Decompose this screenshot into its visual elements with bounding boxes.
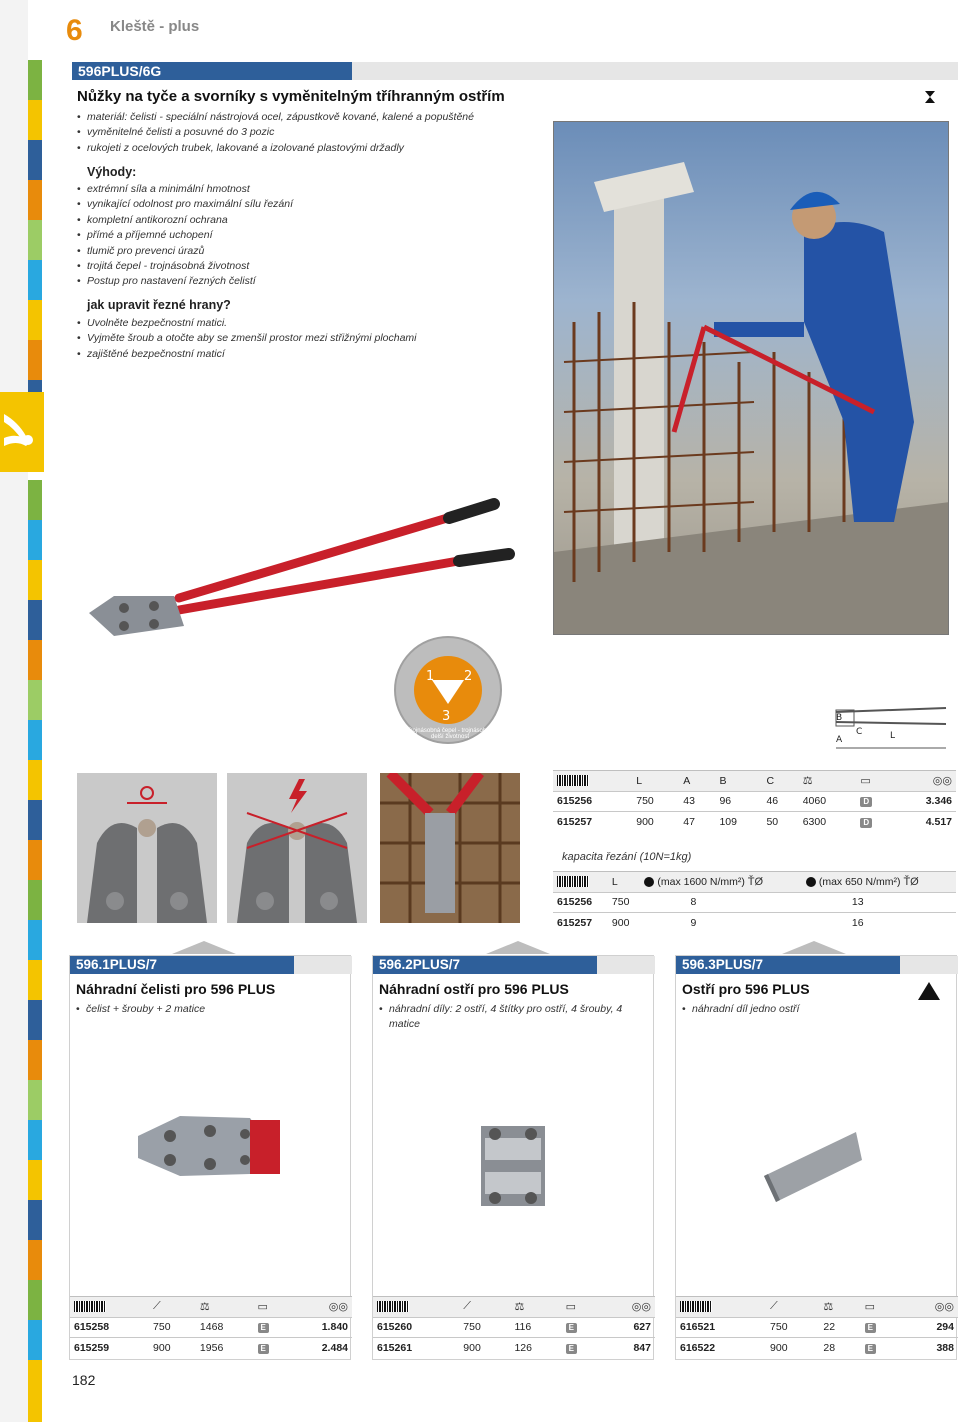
- barcode-icon: [373, 1297, 459, 1318]
- list-item: • přímé a příjemné uchopení: [77, 228, 517, 243]
- card-pointer: [172, 941, 236, 954]
- barcode-icon: [70, 1297, 149, 1318]
- card-table: [676, 1296, 958, 1358]
- worker-cutting-rebar-photo: [553, 121, 949, 635]
- column-header: A: [679, 771, 715, 792]
- price-group-badge: E: [258, 1344, 269, 1354]
- list-item: • čelist + šrouby + 2 matice: [76, 1002, 336, 1017]
- table-row: 615256 750 8 13: [553, 892, 956, 913]
- cutting-diameter-thumbnail: [77, 773, 217, 923]
- product-code: 596PLUS/6G: [72, 62, 352, 80]
- advantages-heading: Výhody:: [87, 165, 137, 179]
- list-item: • Vyjměte šroub a otočte aby se zmenšil prostor mezi střižnými plochami: [77, 331, 537, 346]
- table-row: 615257 900 47 109 50 6300 D 4.517: [553, 812, 956, 833]
- table-header-row: [553, 771, 956, 792]
- capacity-table: [553, 871, 956, 933]
- table-row: 615258 750 1468 E 1.840: [70, 1317, 352, 1338]
- main-spec-table: [553, 770, 956, 832]
- coins-icon: ◎◎: [893, 771, 956, 792]
- howto-list: [77, 316, 537, 362]
- coins-icon: ◎◎: [901, 1297, 958, 1318]
- badge-caption: Trojnásobná čepel - trojnásobně delší životnost: [407, 728, 493, 740]
- bolt-cutter-image: [84, 488, 524, 653]
- barcode-icon: [553, 872, 608, 893]
- diameter-icon: [141, 787, 153, 799]
- price-group-badge: D: [860, 797, 872, 807]
- page-number: 182: [72, 1372, 96, 1388]
- card-title: Ostří pro 596 PLUS: [682, 981, 810, 997]
- list-item: • náhradní díly: 2 ostří, 4 štítky pro ostří, 4 šrouby, 4 matice: [379, 1002, 639, 1033]
- rebar-mesh-thumbnail: [380, 773, 520, 923]
- table-row: 615261 900 126 E 847: [373, 1338, 655, 1359]
- card-table: [373, 1296, 655, 1358]
- table-row: 615259 900 1956 E 2.484: [70, 1338, 352, 1359]
- price-group-badge: E: [865, 1344, 876, 1354]
- table-row: 616521 750 22 E 294: [676, 1317, 958, 1338]
- product-title: Nůžky na tyče a svorníky s vyměnitelným tříhranným ostřím: [77, 88, 505, 105]
- table-row: 616522 900 28 E 388: [676, 1338, 958, 1359]
- coins-icon: ◎◎: [289, 1297, 352, 1318]
- weight-icon: ⚖: [196, 1297, 254, 1318]
- price-group-badge: E: [566, 1344, 577, 1354]
- lightning-icon: [289, 779, 307, 813]
- replacement-jaws-image: [70, 1076, 352, 1276]
- howto-heading: jak upravit řezné hrany?: [87, 298, 231, 312]
- list-item: • kompletní antikorozní ochrana: [77, 213, 517, 228]
- weight-icon: ⚖: [510, 1297, 561, 1318]
- column-header: (max 1600 N/mm²): [657, 875, 745, 888]
- svg-text:B: B: [836, 713, 843, 723]
- product-card-blades: [372, 955, 654, 1360]
- list-item: • extrémní síla a minimální hmotnost: [77, 182, 517, 197]
- new-product-triangle-icon: [918, 982, 940, 1000]
- list-item: • Uvolněte bezpečnostní matici.: [77, 316, 537, 331]
- coins-icon: ◎◎: [600, 1297, 655, 1318]
- list-item: • rukojeti z ocelových trubek, lakované a izolované plastovými držadly: [77, 141, 517, 156]
- package-icon: ▭: [254, 1297, 290, 1318]
- side-margin: [0, 0, 28, 1422]
- product-code-bar: [72, 62, 958, 80]
- list-item: • vynikající odolnost pro maximální sílu řezání: [77, 197, 517, 212]
- chapter-number: 6: [66, 14, 83, 47]
- cutting-capacity-label: kapacita řezání (10N=1kg): [562, 851, 692, 863]
- column-header: L: [632, 771, 679, 792]
- badge-number: 2: [464, 669, 473, 684]
- length-icon: ⟋: [459, 1297, 510, 1318]
- list-item: • Postup pro nastavení řezných čelistí: [77, 274, 517, 289]
- pliers-tab-icon[interactable]: [0, 392, 44, 472]
- blade-rotation-icon: [414, 656, 482, 724]
- list-item: • materiál: čelisti - speciální nástrojová ocel, zápustkově kované, kalené a popuštěné: [77, 110, 517, 125]
- hard-steel-icon: [644, 877, 654, 887]
- list-item: • tlumič pro prevenci úrazů: [77, 244, 517, 259]
- product-card-jaws: [69, 955, 351, 1360]
- price-group-badge: E: [865, 1323, 876, 1333]
- price-group-badge: D: [860, 818, 872, 828]
- package-icon: ▭: [861, 1297, 901, 1318]
- card-bullets: [682, 1002, 942, 1017]
- chapter-title: Kleště - plus: [110, 18, 200, 35]
- column-header: (max 650 N/mm²): [818, 875, 901, 888]
- card-title: Náhradní čelisti pro 596 PLUS: [76, 981, 276, 997]
- svg-text:L: L: [890, 731, 896, 741]
- column-header: L: [608, 872, 641, 893]
- dimension-drawing: [832, 700, 952, 765]
- price-group-badge: E: [258, 1323, 269, 1333]
- card-table: [70, 1296, 352, 1358]
- card-title: Náhradní ostří pro 596 PLUS: [379, 981, 569, 997]
- card-code: 596.1PLUS/7: [70, 956, 294, 974]
- card-code: 596.3PLUS/7: [676, 956, 900, 974]
- triple-blade-badge: [394, 636, 502, 744]
- package-icon: ▭: [856, 771, 892, 792]
- card-pointer: [486, 941, 550, 954]
- table-row: 615260 750 116 E 627: [373, 1317, 655, 1338]
- badge-number: 3: [442, 709, 451, 724]
- table-row: 615256 750 43 96 46 4060 D 3.346: [553, 791, 956, 812]
- feature-list: [77, 110, 517, 156]
- column-header: B: [715, 771, 762, 792]
- card-pointer: [782, 941, 846, 954]
- card-bullets: [76, 1002, 336, 1017]
- barcode-icon: [676, 1297, 766, 1318]
- card-bullets: [379, 1002, 639, 1033]
- list-item: • náhradní díl jedno ostří: [682, 1002, 942, 1017]
- product-card-blade: [675, 955, 957, 1360]
- length-icon: ⟋: [766, 1297, 819, 1318]
- cutting-force-thumbnail: [227, 773, 367, 923]
- svg-text:A: A: [836, 735, 843, 745]
- list-item: • trojitá čepel - trojnásobná životnost: [77, 259, 517, 274]
- card-code: 596.2PLUS/7: [373, 956, 597, 974]
- blade-image: [676, 1076, 958, 1276]
- list-item: • vyměnitelné čelisti a posuvné do 3 pozic: [77, 125, 517, 140]
- weight-icon: ⚖: [819, 1297, 860, 1318]
- column-header: C: [762, 771, 798, 792]
- color-index-strip: [28, 60, 42, 1422]
- svg-text:C: C: [856, 727, 863, 737]
- weight-icon: ⚖: [799, 771, 857, 792]
- package-icon: ▭: [562, 1297, 601, 1318]
- list-item: • zajištěné bezpečnostní maticí: [77, 347, 537, 362]
- price-group-badge: E: [566, 1323, 577, 1333]
- table-row: 615257 900 9 16: [553, 913, 956, 934]
- hourglass-icon: [924, 90, 936, 107]
- replacement-blades-image: [373, 1076, 655, 1276]
- table-header-row: L (max 1600 N/mm²) ŤØ (max 650 N/mm²) ŤØ: [553, 872, 956, 893]
- soft-steel-icon: [806, 877, 816, 887]
- barcode-icon: [553, 771, 632, 792]
- badge-number: 1: [426, 669, 435, 684]
- length-icon: ⟋: [149, 1297, 196, 1318]
- advantages-list: [77, 182, 517, 290]
